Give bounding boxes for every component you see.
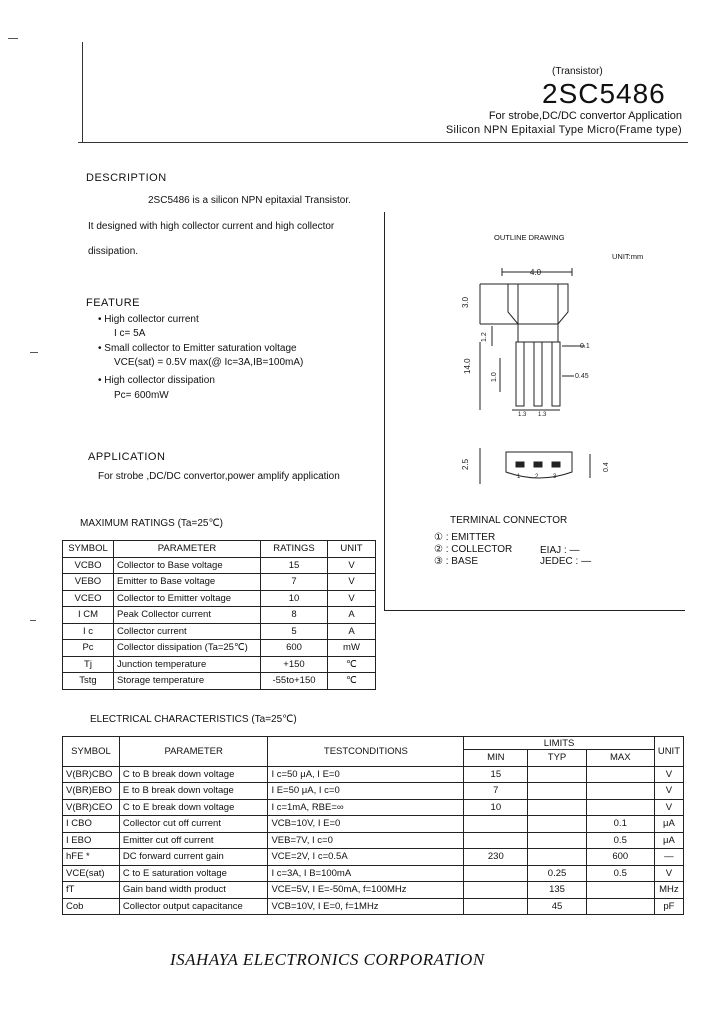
table-row	[63, 673, 376, 690]
cell-condition: I E=50 μA, I c=0	[268, 783, 464, 800]
table-row	[63, 783, 684, 800]
cell-max	[586, 898, 654, 915]
cell-rating: -55to+150	[261, 673, 328, 690]
cell-symbol: Pc	[63, 640, 114, 657]
cell-rating: +150	[261, 656, 328, 673]
cell-condition: VCB=10V, I E=0, f=1MHz	[268, 898, 464, 915]
max-ratings-title: MAXIMUM RATINGS (Ta=25℃)	[80, 518, 224, 529]
jedec-label: JEDEC : —	[540, 556, 592, 567]
cell-unit: —	[654, 849, 683, 866]
cell-param: C to E saturation voltage	[119, 865, 268, 882]
cell-max: 600	[586, 849, 654, 866]
cell-typ	[528, 816, 586, 833]
cell-max	[586, 882, 654, 899]
cell-unit: μA	[654, 816, 683, 833]
description-line-2: It designed with high collector current and high collector	[88, 221, 335, 232]
cell-symbol: I EBO	[63, 832, 120, 849]
subtitle-type: Silicon NPN Epitaxial Type Micro(Frame type)	[445, 124, 682, 136]
cell-symbol: VCBO	[63, 557, 114, 574]
cell-param: DC forward current gain	[119, 849, 268, 866]
terminal-list	[434, 532, 512, 568]
cell-symbol: VEBO	[63, 574, 114, 591]
cell-symbol: I CM	[63, 607, 114, 624]
pin-number: 3	[553, 474, 557, 480]
cell-condition: VCE=2V, I c=0.5A	[268, 849, 464, 866]
side-lead	[534, 462, 542, 467]
cell-unit: ℃	[328, 656, 376, 673]
cell-typ	[528, 766, 586, 783]
table-row	[63, 849, 684, 866]
feature-item-title: • Small collector to Emitter saturation voltage	[98, 343, 297, 354]
dim-width: 4.0	[530, 268, 542, 277]
cell-max: 0.1	[586, 816, 654, 833]
table-row	[63, 882, 684, 899]
cell-param: Emitter cut off current	[119, 832, 268, 849]
cell-symbol: VCE(sat)	[63, 865, 120, 882]
col-header: UNIT	[328, 541, 376, 558]
cell-param: Collector to Base voltage	[114, 557, 261, 574]
cell-param: Collector cut off current	[119, 816, 268, 833]
cell-param: C to E break down voltage	[119, 799, 268, 816]
subtitle-application: For strobe,DC/DC convertor Application	[488, 110, 682, 122]
col-header: UNIT	[654, 737, 683, 767]
cell-unit: V	[654, 766, 683, 783]
cell-rating: 10	[261, 590, 328, 607]
cell-symbol: V(BR)CEO	[63, 799, 120, 816]
cell-unit: V	[328, 590, 376, 607]
outline-title: OUTLINE DRAWING	[494, 233, 565, 242]
cell-symbol: VCEO	[63, 590, 114, 607]
cell-symbol: V(BR)CBO	[63, 766, 120, 783]
part-number: 2SC5486	[542, 78, 666, 109]
cell-typ: 135	[528, 882, 586, 899]
cell-param: C to B break down voltage	[119, 766, 268, 783]
cell-param: E to B break down voltage	[119, 783, 268, 800]
cell-condition: VEB=7V, I c=0	[268, 832, 464, 849]
dim-pitch-2: 1.3	[538, 412, 547, 418]
cell-symbol: Tj	[63, 656, 114, 673]
dim-side-thickness: 0.4	[603, 462, 610, 472]
application-text: For strobe ,DC/DC convertor,power amplify application	[98, 471, 340, 482]
cell-unit: V	[328, 557, 376, 574]
dim-lead-width: 1.2	[481, 332, 488, 342]
col-header: SYMBOL	[63, 737, 120, 767]
feature-heading: FEATURE	[86, 297, 141, 309]
cell-min: 230	[464, 849, 528, 866]
cell-unit: A	[328, 623, 376, 640]
cell-typ: 0.25	[528, 865, 586, 882]
table-row	[63, 865, 684, 882]
cell-min	[464, 816, 528, 833]
description-line-1: 2SC5486 is a silicon NPN epitaxial Transistor.	[148, 195, 351, 206]
cell-rating: 5	[261, 623, 328, 640]
cell-param: Collector dissipation (Ta=25℃)	[114, 640, 261, 657]
feature-item-value: Pc= 600mW	[114, 390, 169, 401]
dim-pitch-1: 1.3	[518, 412, 527, 418]
cell-min: 10	[464, 799, 528, 816]
col-header: PARAMETER	[114, 541, 261, 558]
feature-item-value: I c= 5A	[114, 328, 146, 339]
cell-unit: V	[654, 865, 683, 882]
pin-number: 2	[535, 474, 539, 480]
description-line-3: dissipation.	[88, 246, 139, 257]
header-divider	[78, 142, 688, 143]
outline-top-view	[450, 262, 620, 492]
cell-unit: MHz	[654, 882, 683, 899]
lead-right	[552, 342, 560, 406]
cell-symbol: fT	[63, 882, 120, 899]
table-row	[63, 640, 376, 657]
col-header: SYMBOL	[63, 541, 114, 558]
cell-rating: 15	[261, 557, 328, 574]
cell-min	[464, 832, 528, 849]
dim-thickness: 0.1	[580, 343, 590, 350]
cell-max: 0.5	[586, 865, 654, 882]
outline-unit: UNIT:mm	[612, 252, 644, 261]
package-body	[508, 284, 568, 324]
cell-typ	[528, 783, 586, 800]
col-header: RATINGS	[261, 541, 328, 558]
dim-height: 3.0	[461, 296, 470, 308]
cell-min: 15	[464, 766, 528, 783]
scan-speck	[8, 38, 18, 39]
cell-unit: V	[328, 574, 376, 591]
cell-typ	[528, 832, 586, 849]
terminal-item: ③ : BASE	[434, 556, 478, 567]
side-lead	[516, 462, 524, 467]
cell-symbol: V(BR)EBO	[63, 783, 120, 800]
cell-max: 0.5	[586, 832, 654, 849]
cell-unit: A	[328, 607, 376, 624]
cell-rating: 7	[261, 574, 328, 591]
col-header: TESTCONDITIONS	[268, 737, 464, 767]
table-row	[63, 574, 376, 591]
cell-symbol: Cob	[63, 898, 120, 915]
cell-max	[586, 766, 654, 783]
scan-speck	[30, 352, 38, 353]
max-ratings-table	[62, 540, 376, 690]
table-row	[63, 607, 376, 624]
cell-rating: 600	[261, 640, 328, 657]
cell-param: Collector to Emitter voltage	[114, 590, 261, 607]
col-header: MAX	[586, 750, 654, 767]
table-row	[63, 766, 684, 783]
side-lead	[552, 462, 560, 467]
cell-typ	[528, 849, 586, 866]
cell-rating: 8	[261, 607, 328, 624]
lead-middle	[534, 342, 542, 406]
cell-param: Gain band width product	[119, 882, 268, 899]
cell-unit: V	[654, 799, 683, 816]
header-left-rule	[82, 42, 83, 142]
cell-symbol: I c	[63, 623, 114, 640]
cell-unit: ℃	[328, 673, 376, 690]
table-row	[63, 590, 376, 607]
dim-side-height: 2.5	[461, 458, 470, 470]
col-header: LIMITS	[464, 737, 655, 750]
terminal-item: ② : COLLECTOR	[434, 544, 513, 555]
cell-condition: I c=3A, I B=100mA	[268, 865, 464, 882]
table-row	[63, 623, 376, 640]
category-label: (Transistor)	[552, 66, 603, 77]
terminal-heading: TERMINAL CONNECTOR	[450, 515, 568, 526]
cell-param: Storage temperature	[114, 673, 261, 690]
feature-item-value: VCE(sat) = 0.5V max(@ Ic=3A,IB=100mA)	[114, 357, 304, 368]
cell-max	[586, 783, 654, 800]
pin-number: 1	[517, 474, 521, 480]
lead-left	[516, 342, 524, 406]
col-header: PARAMETER	[119, 737, 268, 767]
elec-title: ELECTRICAL CHARACTERISTICS (Ta=25℃)	[90, 714, 297, 725]
cell-typ: 45	[528, 898, 586, 915]
col-header: TYP	[528, 750, 586, 767]
package-base	[518, 324, 558, 342]
cell-param: Collector current	[114, 623, 261, 640]
cell-symbol: I CBO	[63, 816, 120, 833]
cell-param: Emitter to Base voltage	[114, 574, 261, 591]
table-header-row	[63, 737, 684, 750]
scan-speck	[30, 620, 36, 621]
cell-param: Junction temperature	[114, 656, 261, 673]
feature-item-title: • High collector current	[98, 314, 199, 325]
table-row	[63, 832, 684, 849]
cell-min	[464, 898, 528, 915]
eiaj-label: EIAJ : —	[540, 545, 580, 556]
cell-condition: VCB=10V, I E=0	[268, 816, 464, 833]
feature-item-title: • High collector dissipation	[98, 375, 215, 386]
cell-typ	[528, 799, 586, 816]
terminal-item: ① : EMITTER	[434, 532, 496, 543]
table-row	[63, 898, 684, 915]
cell-min	[464, 882, 528, 899]
table-header-row	[63, 541, 376, 558]
cell-unit: V	[654, 783, 683, 800]
description-heading: DESCRIPTION	[86, 172, 167, 184]
cell-condition: I c=50 μA, I E=0	[268, 766, 464, 783]
cell-max	[586, 799, 654, 816]
col-header: MIN	[464, 750, 528, 767]
cell-param: Peak Collector current	[114, 607, 261, 624]
cell-unit: pF	[654, 898, 683, 915]
table-row	[63, 656, 376, 673]
table-row	[63, 557, 376, 574]
table-row	[63, 816, 684, 833]
table-row	[63, 799, 684, 816]
application-heading: APPLICATION	[88, 451, 166, 463]
cell-unit: μA	[654, 832, 683, 849]
elec-char-table	[62, 736, 684, 915]
cell-unit: mW	[328, 640, 376, 657]
cell-param: Collector output capacitance	[119, 898, 268, 915]
cell-min	[464, 865, 528, 882]
cell-condition: I c=1mA, RBE=∞	[268, 799, 464, 816]
cell-condition: VCE=5V, I E=-50mA, f=100MHz	[268, 882, 464, 899]
company-footer: ISAHAYA ELECTRONICS CORPORATION	[170, 950, 485, 969]
dim-lead-length: 1.0	[491, 372, 498, 382]
dim-lead-thickness: 0.45	[575, 373, 589, 380]
dim-total: 14.0	[463, 358, 472, 374]
cell-symbol: hFE *	[63, 849, 120, 866]
cell-min: 7	[464, 783, 528, 800]
cell-symbol: Tstg	[63, 673, 114, 690]
